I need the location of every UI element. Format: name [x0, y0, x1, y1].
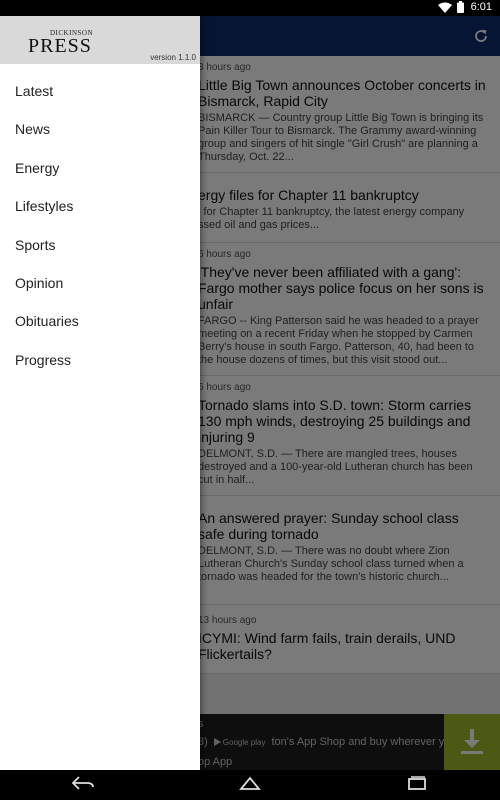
drawer-item-opinion[interactable]: Opinion: [15, 274, 64, 291]
drawer-item-latest[interactable]: Latest: [15, 83, 54, 99]
drawer-item-news[interactable]: News: [15, 121, 51, 138]
drawer-item-sports[interactable]: Sports: [15, 236, 56, 253]
battery-icon: [457, 1, 464, 13]
drawer-item-energy[interactable]: Energy: [15, 159, 60, 176]
app-screen: [0, 16, 500, 770]
wifi-icon: [438, 2, 452, 13]
navigation-drawer: [0, 16, 200, 770]
drawer-menu: [0, 64, 200, 379]
drawer-item-lifestyles[interactable]: Lifestyles: [15, 198, 74, 215]
drawer-header: [0, 16, 200, 64]
drawer-item-progress[interactable]: Progress: [15, 351, 72, 368]
home-button[interactable]: [230, 773, 270, 797]
drawer-item-obituaries[interactable]: Obituaries: [15, 313, 79, 330]
clock: 6:01: [470, 1, 492, 13]
back-icon: [72, 776, 94, 795]
logo-big-text: PRESS: [28, 35, 92, 57]
system-nav-bar: [0, 770, 500, 800]
dickinson-press-logo: [10, 22, 93, 57]
recents-button[interactable]: [397, 773, 437, 797]
back-button[interactable]: [63, 773, 103, 797]
status-bar: [0, 0, 500, 16]
recents-icon: [406, 775, 428, 796]
version-label: version 1.1.0: [150, 53, 196, 62]
home-icon: [239, 776, 261, 795]
logo-small-text: DICKINSON: [50, 29, 93, 37]
